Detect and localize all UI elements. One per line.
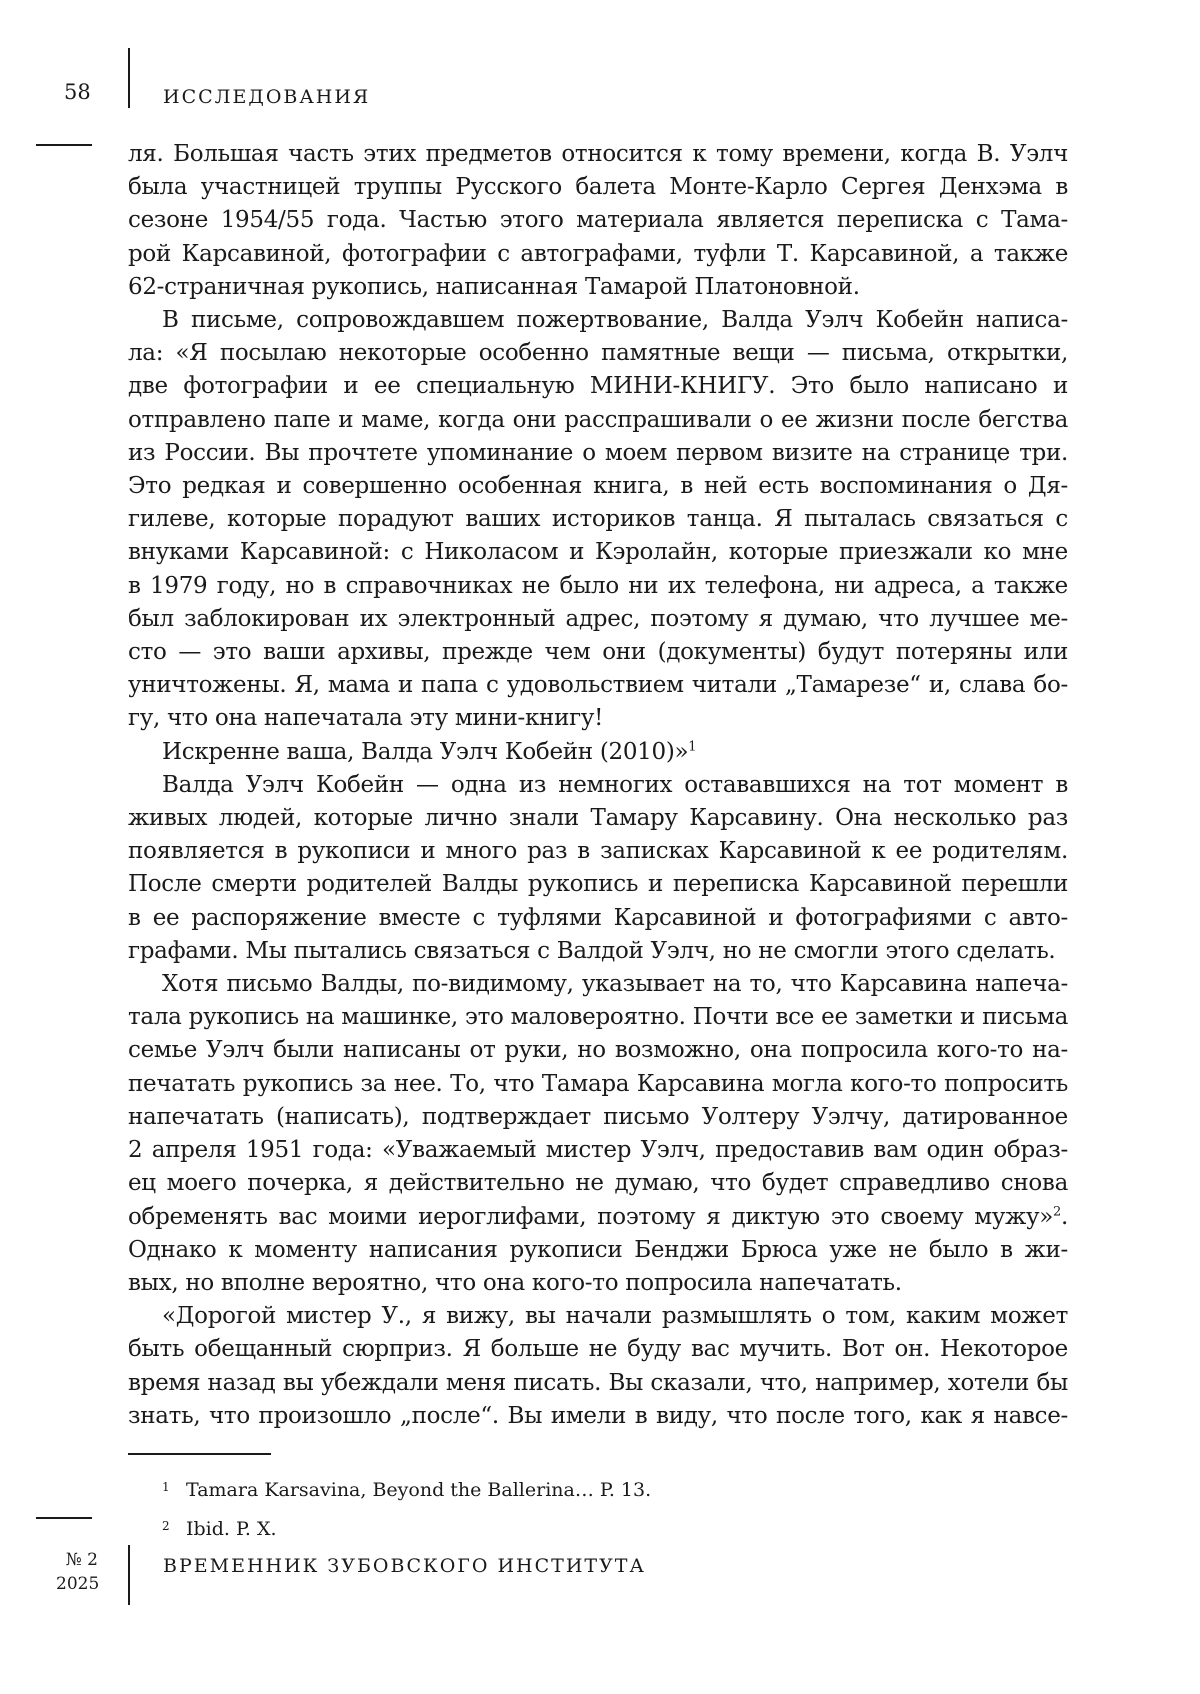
text-line: печатать рукопись за нее. То, что Тамара Карсавина могла кого-то попросить — [128, 1070, 1068, 1097]
text-line: рой Карсавиной, фотографии с автографами, туфли Т. Карсавиной, а также — [128, 240, 1068, 267]
footnote-text: Tamara Karsavina, Beyond the Ballerina… P. 13. — [186, 1479, 652, 1501]
footnote-divider — [128, 1453, 271, 1455]
footnote-ref-2[interactable]: 2 — [1053, 1203, 1061, 1219]
text-line: В письме, сопровождавшем пожертвование, Валда Уэлч Кобейн написа- — [162, 307, 1068, 334]
text-line: уничтожены. Я, мама и папа с удовольствием читали „Тамарезе“ и, слава бо- — [128, 672, 1068, 699]
text-line: графами. Мы пытались связаться с Валдой Уэлч, но не смогли этого сделать. — [128, 937, 1056, 964]
text-line: 2 апреля 1951 года: «Уважаемый мистер Уэлч, предоставив вам один образ- — [128, 1137, 1068, 1164]
text-line: вых, но вполне вероятно, что она кого-то попросила напечатать. — [128, 1269, 902, 1296]
text-line: из России. Вы прочтете упоминание о моем первом визите на странице три. — [128, 439, 1068, 466]
text-line: Однако к моменту написания рукописи Бенджи Брюса уже не было в жи- — [128, 1236, 1068, 1263]
header-divider — [128, 48, 130, 108]
text-line: время назад вы убеждали меня писать. Вы сказали, что, например, хотели бы — [128, 1369, 1068, 1396]
text-line: в 1979 году, но в справочниках не было ни их телефона, ни адреса, а также — [128, 572, 1068, 599]
page-number: 58 — [64, 80, 91, 104]
text-line: живых людей, которые лично знали Тамару Карсавину. Она несколько раз — [128, 805, 1068, 832]
text-line — [128, 1201, 1068, 1234]
text-line: в ее распоряжение вместе с туфлями Карсавиной и фотографиями с авто- — [128, 904, 1068, 931]
text-line: тала рукопись на машинке, это маловероятно. Почти все ее заметки и письма — [128, 1004, 1068, 1031]
text-line: появляется в рукописи и много раз в записках Карсавиной к ее родителям. — [128, 838, 1068, 865]
margin-rule-bottom — [36, 1517, 92, 1519]
text-line: сезоне 1954/55 года. Частью этого материала является переписка с Тама- — [128, 207, 1068, 234]
text-line: отправлено папе и маме, когда они расспрашивали о ее жизни после бегства — [128, 406, 1068, 433]
text-line: сто — это ваши архивы, прежде чем они (документы) будут потеряны или — [128, 639, 1068, 666]
text-line: была участницей труппы Русского балета Монте-Карло Сергея Денхэма в — [128, 174, 1068, 201]
footnote-ref-1[interactable]: 1 — [688, 739, 697, 754]
footnotes — [162, 1469, 1042, 1547]
footer-divider — [128, 1545, 130, 1605]
text-line: «Дорогой мистер У., я вижу, вы начали размышлять о том, каким может — [162, 1303, 1068, 1330]
text-line: ла: «Я посылаю некоторые особенно памятные вещи — письма, открытки, — [128, 340, 1068, 367]
text-line: Хотя письмо Валды, по-видимому, указывает на то, что Карсавина напеча- — [162, 971, 1068, 998]
issue-number: № 2 — [65, 1550, 98, 1570]
text-line: две фотографии и ее специальную МИНИ-КНИГУ. Это было написано и — [128, 373, 1068, 400]
text-line: ля. Большая часть этих предметов относится к тому времени, когда В. Уэлч — [128, 141, 1068, 167]
text-line: знать, что произошло „после“. Вы имели в виду, что после того, как я навсе- — [128, 1402, 1068, 1429]
text-line: гилеве, которые порадуют ваших историков танца. Я пыталась связаться с — [128, 506, 1068, 533]
text-line: был заблокирован их электронный адрес, поэтому я думаю, что лучшее ме- — [128, 605, 1068, 632]
line-tail: . — [1060, 1203, 1068, 1230]
text-line: быть обещанный сюрприз. Я больше не буду вас мучить. Вот он. Некоторое — [128, 1336, 1068, 1363]
text-line: гу, что она напечатала эту мини-книгу! — [128, 705, 604, 732]
journal-title: ВРЕМЕННИК ЗУБОВСКОГО ИНСТИТУТА — [163, 1555, 646, 1577]
footnote-2 — [162, 1508, 1042, 1547]
margin-rule-top — [36, 144, 92, 146]
footnote-number: 1 — [162, 1480, 170, 1494]
text-line: семье Уэлч были написаны от руки, но возможно, она попросила кого-то на- — [128, 1037, 1068, 1064]
section-title: ИССЛЕДОВАНИЯ — [163, 86, 371, 108]
body-text — [128, 138, 1068, 1433]
signature-line: Искренне ваша, Валда Уэлч Кобейн (2010)» — [162, 738, 689, 765]
text-line: После смерти родителей Валды рукопись и переписка Карсавиной перешли — [128, 871, 1068, 898]
text-line: Это редкая и совершенно особенная книга, в ней есть воспоминания о Дя- — [128, 473, 1068, 500]
issue-year: 2025 — [56, 1574, 100, 1594]
text-line: ец моего почерка, я действительно не думаю, что будет справедливо снова — [128, 1170, 1068, 1197]
footnote-number: 2 — [162, 1519, 170, 1533]
text-line — [128, 736, 1068, 769]
quote-line: обременять вас моими иероглифами, поэтому я диктую это своему мужу» — [128, 1203, 1053, 1230]
text-line: Валда Уэлч Кобейн — одна из немногих остававшихся на тот момент в — [162, 771, 1068, 798]
text-line: 62-страничная рукопись, написанная Тамарой Платоновной. — [128, 273, 860, 300]
text-line: внуками Карсавиной: с Николасом и Кэролайн, которые приезжали ко мне — [128, 539, 1068, 566]
footnote-1 — [162, 1469, 1042, 1508]
footnote-text: Ibid. P. X. — [186, 1518, 277, 1540]
issue-info — [56, 1548, 98, 1596]
text-line: напечатать (написать), подтверждает письмо Уолтеру Уэлчу, датированное — [128, 1103, 1068, 1130]
